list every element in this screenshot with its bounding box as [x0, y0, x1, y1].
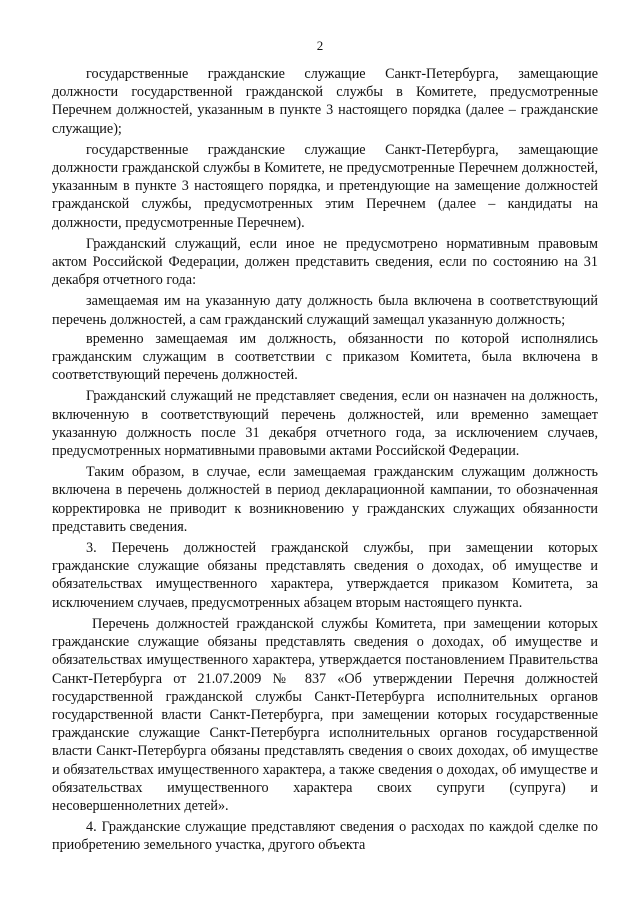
- paragraph-section-4: 4. Гражданские служащие представляют сведения о расходах по каждой сделке по приобретению земельного участка, другого объекта: [52, 819, 598, 854]
- paragraph-condition-position-included: замещаемая им на указанную дату должность была включена в соответствующий перечень должностей, а сам гражданский служащий замещал указанную должность;: [52, 293, 598, 328]
- paragraph-exemption: Гражданский служащий не представляет сведения, если он назначен на должность, включенную в соответствующий перечень должностей, или временно замещает указанную должность после 31 декабря отчетного года, за исключением случаев, предусмотренных нормативными правовыми актами Российской Федерации.: [52, 388, 598, 460]
- paragraph-section-3: 3. Перечень должностей гражданской службы, при замещении которых гражданские служащие обязаны представлять сведения о доходах, об имуществе и обязательствах имущественного характера, утверждается приказом Комитета, за исключением случаев, предусмотренных абзацем вторым настоящего пункта.: [52, 540, 598, 611]
- paragraph-government-resolution: Перечень должностей гражданской службы Комитета, при замещении которых гражданские служащие обязаны представлять сведения о доходах, об имуществе и обязательствах имущественного характера, утверждается постановлением Правительства Санкт-Петербурга от 21.07.2009 № 837 «Об утверждении Перечня должностей государственной гражданской службы Санкт-Петербурга исполнительных органов государственной власти Санкт-Петербурга, при замещении которых государственные гражданские служащие Санкт-Петербурга исполнительных органов государственной власти Санкт-Петербурга обязаны представлять сведения о своих доходах, об имуществе и обязательствах имущественного характера, а также сведения о доходах, об имуществе и обязательствах имущественного характера своих супруги (супруга) и несовершеннолетних детей».: [52, 615, 598, 814]
- page-number: 2: [316, 38, 324, 53]
- paragraph-correction-note: Таким образом, в случае, если замещаемая гражданским служащим должность включена в перечень должностей в период декларационной кампании, то обозначенная корректировка не приводит к возникновению у гражданских служащих обязанности представить сведения.: [52, 464, 598, 535]
- paragraph-civil-servants-listed: государственные гражданские служащие Санкт-Петербурга, замещающие должности государственной гражданской службы в Комитете, предусмотренные Перечнем должностей, указанным в пункте 3 настоящего порядка (далее – гражданские служащие);: [52, 66, 598, 137]
- paragraph-obligation-conditions: Гражданский служащий, если иное не предусмотрено нормативным правовым актом Российской Федерации, должен представить сведения, если по состоянию на 31 декабря отчетного года:: [52, 235, 598, 289]
- document-body: [52, 65, 598, 858]
- paragraph-candidates: государственные гражданские служащие Санкт-Петербурга, замещающие должности гражданской службы в Комитете, не предусмотренные Перечнем должностей, указанным в пункте 3 настоящего порядка, и претендующие на замещение должностей гражданской службы, предусмотренных этим Перечнем (далее – кандидаты на должности, предусмотренные Перечнем).: [52, 141, 598, 231]
- paragraph-condition-temporary-position: временно замещаемая им должность, обязанности по которой исполнялись гражданским служащим в соответствии с приказом Комитета, была включена в соответствующий перечень должностей.: [52, 330, 598, 384]
